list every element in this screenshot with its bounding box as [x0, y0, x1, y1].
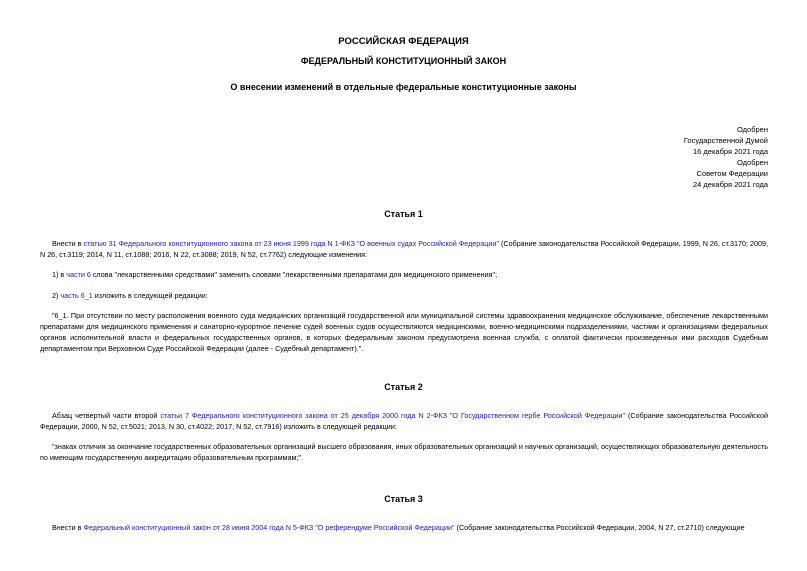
approval-line: Одобрен — [737, 125, 768, 134]
article-2-intro — [40, 410, 768, 432]
item-1-text: слова "лекарственными средствами" заменить словами "лекарственными препаратами для медицинского применения"; — [90, 270, 498, 279]
item-2-text: изложить в следующей редакции: — [92, 291, 208, 300]
law-type-heading: ФЕДЕРАЛЬНЫЙ КОНСТИТУЦИОННЫЙ ЗАКОН — [300, 56, 507, 66]
article-2-intro-text: Абзац четвертый части второй — [52, 411, 161, 420]
article-1-item-2 — [40, 290, 768, 301]
part-6-1-link[interactable]: часть 6_1 — [60, 291, 93, 300]
approval-line: Государственной Думой — [683, 136, 768, 145]
part-6-link[interactable]: части 6 — [66, 270, 91, 279]
law-title: О внесении изменений в отдельные федеральные конституционные законы — [230, 82, 577, 92]
approval-line: 24 декабря 2021 года — [692, 180, 768, 189]
article-2-quote: "знаках отличия за окончание государственных образовательных организаций высшего образования, иных образовательных организаций и научных организаций, осуществляющих образовательную деятельность по имеющим государственную аккредитацию образовательным программам;". — [40, 442, 768, 462]
article-1-item-1 — [40, 269, 768, 280]
approval-line: Советом Федерации — [696, 169, 768, 178]
article-1-heading: Статья 1 — [384, 209, 423, 219]
article-3-intro-text: Внести в — [52, 523, 84, 532]
article-1-intro-text: Внести в — [52, 239, 84, 248]
approval-block — [684, 124, 768, 190]
article-3-intro-text-end: (Собрание законодательства Российской Федерации, 2004, N 27, ст.2710) следующие — [454, 523, 745, 532]
article-3-intro — [40, 522, 768, 533]
approval-line: 16 декабря 2021 года — [692, 147, 768, 156]
article-2-law-link[interactable]: статьи 7 Федерального конституционного закона от 25 декабря 2000 года N 2-ФКЗ "О Государственном гербе Российской Федерации" — [160, 411, 626, 420]
article-1-law-link[interactable]: статью 31 Федерального конституционного закона от 23 июня 1999 года N 1-ФКЗ "О военных судах Российской Федерации" — [83, 239, 499, 248]
article-1-intro — [40, 238, 768, 260]
article-3-heading: Статья 3 — [384, 494, 423, 504]
article-3-law-link[interactable]: Федеральный конституционный закон от 28 июня 2004 года N 5-ФКЗ "О референдуме Российской Федерации" — [83, 523, 455, 532]
item-2-number: 2) — [52, 291, 61, 300]
approval-line: Одобрен — [737, 158, 768, 167]
article-1-quote: "6_1. При отсутствии по месту расположения военного суда медицинских организаций государственной или муниципальной системы здравоохранения медицинское обслуживание, обеспечение лекарственными препаратами для медицинского применения и санаторно-курортное лечение судей военных судов осуществляются медицинскими, военно-медицинскими подразделениями, частями и организациями федеральных органов исполнительной власти и федеральных государственных органов, в которых федеральным законом предусмотрена военная служба, с оплатой фактически произведенных ими расходов Судебным департаментом при Верховном Суде Российской Федерации (далее - Судебный департамент).". — [40, 311, 768, 353]
country-heading: РОССИЙСКАЯ ФЕДЕРАЦИЯ — [338, 36, 469, 47]
article-2-intro-text-end: (Собрание законодательства Российской Федерации, 2000, N 52, ст.5021; 2013, N 30, ст.4022; 2017, N 52, ст.7916) изложить в следующей редакции: — [40, 411, 768, 431]
item-1-number: 1) в — [52, 270, 67, 279]
article-2-heading: Статья 2 — [384, 382, 423, 392]
article-1-intro-text-end: (Собрание законодательства Российской Федерации, 1999, N 26, ст.3170; 2009, N 26, ст.3119; 2014, N 11, ст.1088; 2016, N 22, ст.3088; 2019, N 52, ст.7762) следующие изменения: — [40, 239, 768, 259]
